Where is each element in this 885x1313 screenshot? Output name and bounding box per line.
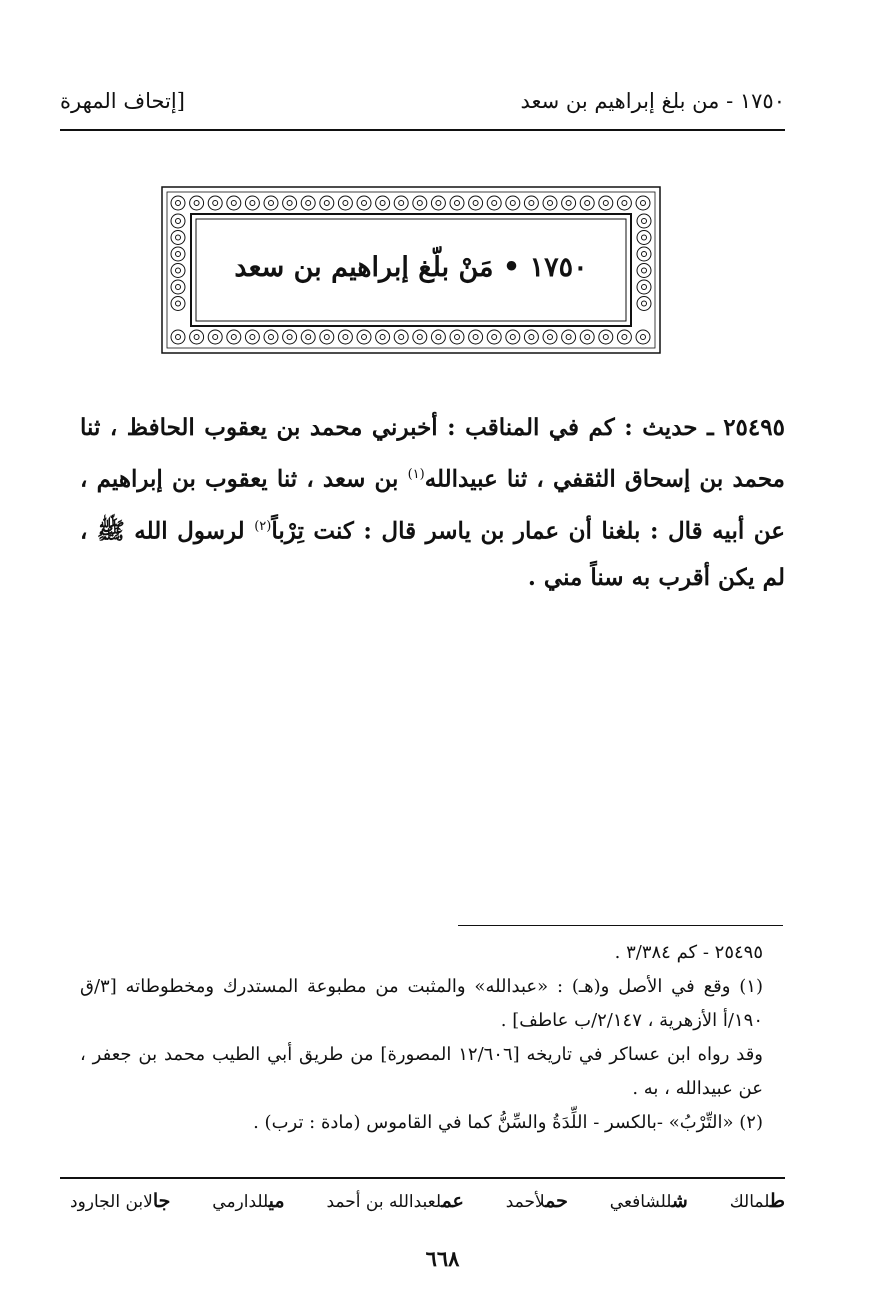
chapter-title-frame <box>161 186 661 354</box>
footnote-1-continued: وقد رواه ابن عساكر في تاريخه [١٢/٦٠٦ المصورة] من طريق أبي الطيب محمد بن جعفر ، عن عبيدالله ، به . <box>80 1044 763 1099</box>
footnote-marker-2: (٢) <box>254 518 272 534</box>
abbrev-item: ميللدارمي <box>212 1190 285 1212</box>
page-number: ٦٦٨ <box>425 1246 460 1271</box>
abbrev-item: شللشافعي <box>609 1190 688 1212</box>
hadith-text <box>80 404 785 601</box>
footnote-2: (٢) «التِّرْبُ» -بالكسر - اللِّدَةُ والسِّنُّ كما في القاموس (مادة : ترب) . <box>253 1112 763 1133</box>
abbrev-item: جالابن الجارود <box>70 1190 171 1212</box>
footnote-reference: ٢٥٤٩٥ - كم ٣/٣٨٤ . <box>614 942 763 963</box>
bottom-rule <box>60 1177 785 1179</box>
abbrev-item: حملأحمد <box>505 1190 568 1212</box>
abbrev-item: عملعبدالله بن أحمد <box>326 1190 464 1212</box>
running-header <box>60 86 785 116</box>
abbreviation-key <box>70 1190 785 1212</box>
footnote-1: (١) وقع في الأصل و(هـ) : «عبدالله» والمثبت من مطبوعة المستدرك ومخطوطاته [٣/ق ١٩٠/أ الأزهرية ، ٢/١٤٧/ب عاطف] . <box>80 976 763 1031</box>
hadith-part2: بن سعد ، ثنا يعقوب بن إبراهيم ، عن أبيه قال : بلغنا أن عمار بن ياسر قال : كنت تِرْباً <box>80 465 785 545</box>
header-rule <box>60 129 785 131</box>
footnotes <box>80 936 785 1140</box>
hadith-part3: لرسول الله ﷺ ، لم يكن أقرب به سناً مني . <box>80 517 785 592</box>
abbrev-item: طلمالك <box>729 1190 785 1212</box>
hadith-number: ٢٥٤٩٥ <box>723 414 785 441</box>
hadith-part1: كم في المناقب : أخبرني محمد بن يعقوب الحافظ ، ثنا محمد بن إسحاق الثقفي ، ثنا عبيدالله <box>80 414 785 493</box>
hadith-label: ـ حديث : <box>624 414 714 441</box>
footnote-marker-1: (١) <box>407 467 425 482</box>
chapter-title: ١٧٥٠ • مَنْ بلّغ إبراهيم بن سعد <box>234 252 588 283</box>
header-book-title: [إتحاف المهرة <box>60 89 185 113</box>
footnote-separator <box>458 925 783 926</box>
header-chapter-title: ١٧٥٠ - من بلغ إبراهيم بن سعد <box>520 89 785 113</box>
